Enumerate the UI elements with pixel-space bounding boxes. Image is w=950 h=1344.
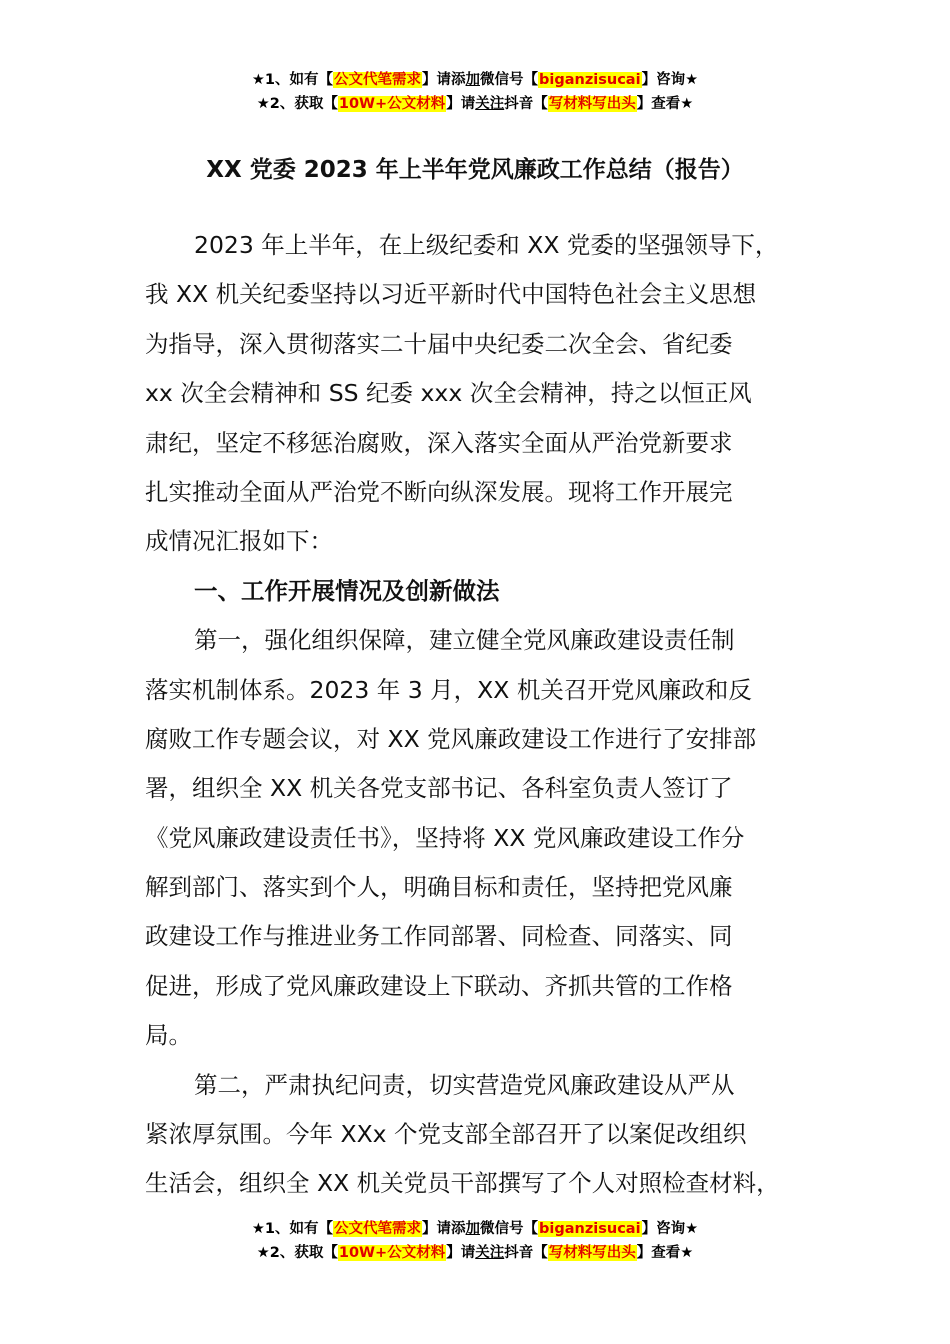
promo-underline: 关注 bbox=[475, 1245, 505, 1261]
promo-text: 】请 bbox=[446, 96, 476, 112]
promo-text: 】请 bbox=[446, 1245, 476, 1261]
promo-highlight: 写材料写出头 bbox=[548, 96, 636, 112]
paragraph-line: 2023 年上半年，在上级纪委和 XX 党委的坚强领导下， bbox=[194, 231, 779, 259]
paragraph-line: 成情况汇报如下： bbox=[145, 527, 333, 556]
paragraph-line: 落实机制体系。2023 年 3 月，XX 机关召开党风廉政和反 bbox=[145, 675, 752, 704]
section-heading: 一、工作开展情况及创新做法 bbox=[194, 576, 500, 605]
promo-highlight: biganzisucai bbox=[539, 72, 641, 88]
paragraph-line: xx 次全会精神和 SS 纪委 xxx 次全会精神，持之以恒正风 bbox=[145, 379, 752, 408]
promo-highlight: 公文代笔需求 bbox=[334, 72, 422, 88]
paragraph-line: 署，组织全 XX 机关各党支部书记、各科室负责人签订了 bbox=[145, 774, 733, 803]
promo-highlight: 写材料写出头 bbox=[548, 1245, 636, 1261]
paragraph-line: 生活会，组织全 XX 机关党员干部撰写了个人对照检查材料， bbox=[145, 1169, 780, 1198]
promo-text: 】请添 bbox=[422, 72, 466, 88]
promo-header bbox=[0, 68, 950, 116]
promo-text: 抖音【 bbox=[504, 1245, 548, 1261]
document-body bbox=[145, 221, 835, 1209]
promo-text: ★2、获取【 bbox=[256, 1245, 338, 1261]
promo-text: 微信号【 bbox=[480, 1221, 539, 1237]
paragraph-line: 《党风廉政建设责任书》，坚持将 XX 党风廉政建设工作分 bbox=[145, 823, 745, 852]
promo-underline: 加 bbox=[465, 72, 481, 88]
promo-line-1 bbox=[0, 1217, 950, 1241]
promo-text: 】咨询★ bbox=[641, 72, 699, 88]
paragraph-line: 扎实推动全面从严治党不断向纵深发展。现将工作开展完 bbox=[145, 477, 733, 506]
paragraph-line: 我 XX 机关纪委坚持以习近平新时代中国特色社会主义思想 bbox=[145, 280, 757, 309]
promo-highlight: 10W+公文材料 bbox=[338, 96, 446, 112]
paragraph-line: 第一，强化组织保障，建立健全党风廉政建设责任制 bbox=[194, 626, 735, 655]
paragraph-line: 紧浓厚氛围。今年 XXx 个党支部全部召开了以案促改组织 bbox=[145, 1120, 747, 1149]
paragraph-line: 局。 bbox=[145, 1021, 192, 1050]
promo-highlight: 公文代笔需求 bbox=[334, 1221, 422, 1237]
promo-line-1 bbox=[0, 68, 950, 92]
paragraph-line: 促进，形成了党风廉政建设上下联动、齐抓共管的工作格 bbox=[145, 971, 733, 1000]
promo-text: 】查看★ bbox=[636, 96, 694, 112]
paragraph-line: 第二，严肃执纪问责，切实营造党风廉政建设从严从 bbox=[194, 1070, 735, 1099]
promo-text: ★1、如有【 bbox=[251, 72, 334, 88]
promo-footer bbox=[0, 1217, 950, 1265]
promo-line-2 bbox=[0, 92, 950, 116]
document-title: XX 党委 2023 年上半年党风廉政工作总结（报告） bbox=[206, 157, 744, 183]
promo-highlight: biganzisucai bbox=[539, 1221, 641, 1237]
promo-text: ★2、获取【 bbox=[256, 96, 338, 112]
promo-text: 微信号【 bbox=[480, 72, 539, 88]
paragraph-line: 腐败工作专题会议，对 XX 党风廉政建设工作进行了安排部 bbox=[145, 724, 757, 753]
paragraph-line: 解到部门、落实到个人，明确目标和责任，坚持把党风廉 bbox=[145, 873, 733, 902]
promo-highlight: 10W+公文材料 bbox=[338, 1245, 446, 1261]
promo-line-2 bbox=[0, 1241, 950, 1265]
promo-text: ★1、如有【 bbox=[251, 1221, 334, 1237]
paragraph-line: 肃纪，坚定不移惩治腐败，深入落实全面从严治党新要求 bbox=[145, 428, 733, 457]
promo-text: 抖音【 bbox=[504, 96, 548, 112]
promo-underline: 关注 bbox=[475, 96, 505, 112]
promo-text: 】咨询★ bbox=[641, 1221, 699, 1237]
promo-text: 】查看★ bbox=[636, 1245, 694, 1261]
promo-underline: 加 bbox=[465, 1221, 481, 1237]
promo-text: 】请添 bbox=[422, 1221, 466, 1237]
paragraph-line: 政建设工作与推进业务工作同部署、同检查、同落实、同 bbox=[145, 922, 733, 951]
paragraph-line: 为指导，深入贯彻落实二十届中央纪委二次全会、省纪委 bbox=[145, 329, 733, 358]
